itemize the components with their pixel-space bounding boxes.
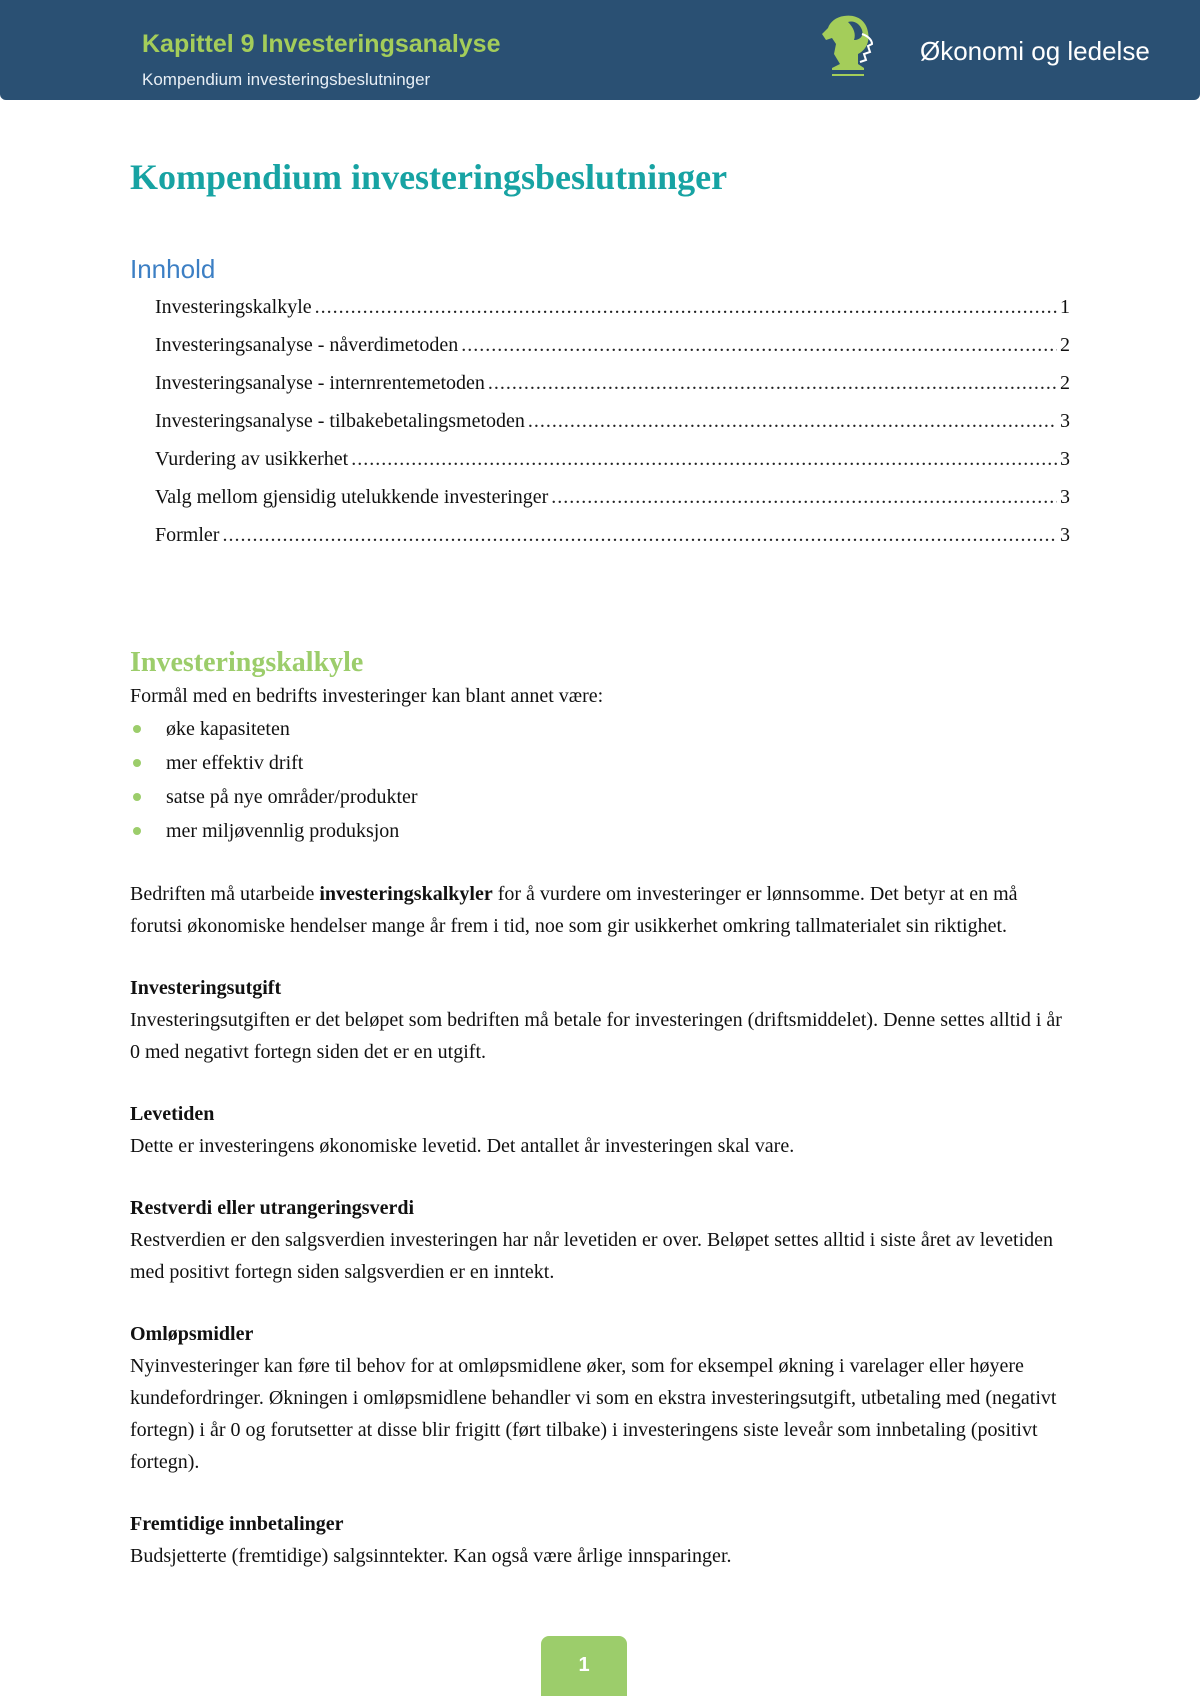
toc-entry-page: 3: [1060, 486, 1070, 508]
subsection-title: Fremtidige innbetalinger: [130, 1513, 344, 1535]
chess-knight-head-icon: [818, 10, 878, 82]
toc-entry-page: 2: [1060, 372, 1070, 394]
subsection-title: Restverdi eller utrangeringsverdi: [130, 1197, 415, 1219]
toc-entry-label: Formler: [155, 524, 220, 546]
subsection-text: Budsjetterte (fremtidige) salgsinntekter. Kan også være årlige innsparinger.: [130, 1545, 732, 1567]
page-header: [0, 0, 1200, 100]
toc-leader: [551, 486, 1057, 509]
subsection-title: Omløpsmidler: [130, 1323, 254, 1345]
section-title: Investeringskalkyle: [130, 647, 364, 678]
subsection-text: Nyinvesteringer kan føre til behov for at omløpsmidlene øker, som for eksempel økning i varelager eller høyere kundefordringer. Økningen i omløpsmidlene behandler vi som en ekstra investeringsutgift, utbetaling med (negativt fortegn) i år 0 og forutsetter at disse blir frigitt (ført tilbake) i investeringens siste leveår som innbetaling (positivt fortegn).: [130, 1355, 1057, 1473]
list-item: satse på nye områder/produkter: [130, 780, 1070, 814]
toc-entry-label: Investeringsanalyse - nåverdimetoden: [155, 334, 459, 356]
toc-entry[interactable]: [155, 486, 1070, 524]
toc-entry[interactable]: [155, 410, 1070, 448]
chapter-title: Kapittel 9 Investeringsanalyse: [142, 30, 501, 58]
subsection-text: Investeringsutgiften er det beløpet som bedriften må betale for investeringen (driftsmiddelet). Denne settes alltid i år 0 med negativt fortegn siden det er en utgift.: [130, 1009, 1062, 1063]
toc-entry-page: 3: [1060, 448, 1070, 470]
toc-entry-page: 3: [1060, 410, 1070, 432]
list-item: mer miljøvennlig produksjon: [130, 814, 1070, 848]
toc-entry-page: 1: [1060, 296, 1070, 318]
document-title: Kompendium investeringsbeslutninger: [130, 157, 728, 197]
header-subtitle: Kompendium investeringsbeslutninger: [142, 70, 431, 89]
toc-leader: [351, 448, 1057, 471]
key-term: investeringskalkyler: [319, 883, 493, 905]
list-item: øke kapasiteten: [130, 712, 1070, 746]
toc-entry-label: Investeringskalkyle: [155, 296, 312, 318]
toc-leader: [315, 296, 1057, 319]
main-content: [130, 646, 1070, 1572]
section-intro: Formål med en bedrifts investeringer kan blant annet være:: [130, 685, 604, 707]
toc-entry-label: Investeringsanalyse - tilbakebetalingsmetoden: [155, 410, 525, 432]
toc-leader: [528, 410, 1057, 433]
table-of-contents: [155, 296, 1070, 562]
toc-heading: Innhold: [130, 254, 216, 284]
purpose-list: [130, 712, 1070, 848]
toc-entry[interactable]: [155, 372, 1070, 410]
toc-leader: [488, 372, 1057, 395]
toc-entry-label: Vurdering av usikkerhet: [155, 448, 349, 470]
subsection-title: Levetiden: [130, 1103, 215, 1125]
intro-paragraph: Bedriften må utarbeide investeringskalkyler for å vurdere om investeringer er lønnsomme. Det betyr at en må forutsi økonomiske hendelser mange år frem i tid, noe som gir usikkerhet omkring tallmaterialet sin riktighet.: [130, 883, 1018, 937]
toc-entry-label: Investeringsanalyse - internrentemetoden: [155, 372, 485, 394]
toc-entry-page: 2: [1060, 334, 1070, 356]
toc-leader: [222, 524, 1057, 547]
toc-entry[interactable]: [155, 448, 1070, 486]
brand-name: Økonomi og ledelse: [920, 36, 1150, 66]
toc-entry[interactable]: [155, 524, 1070, 562]
toc-entry[interactable]: [155, 296, 1070, 334]
page-number-badge: 1: [541, 1636, 627, 1696]
list-item: mer effektiv drift: [130, 746, 1070, 780]
toc-leader: [461, 334, 1057, 357]
subsection-text: Restverdien er den salgsverdien investeringen har når levetiden er over. Beløpet settes alltid i siste året av levetiden med positivt fortegn siden salgsverdien er en inntekt.: [130, 1229, 1054, 1283]
subsection-text: Dette er investeringens økonomiske levetid. Det antallet år investeringen skal vare.: [130, 1135, 795, 1157]
toc-entry-label: Valg mellom gjensidig utelukkende investeringer: [155, 486, 549, 508]
subsection-title: Investeringsutgift: [130, 977, 282, 999]
toc-entry[interactable]: [155, 334, 1070, 372]
toc-entry-page: 3: [1060, 524, 1070, 546]
